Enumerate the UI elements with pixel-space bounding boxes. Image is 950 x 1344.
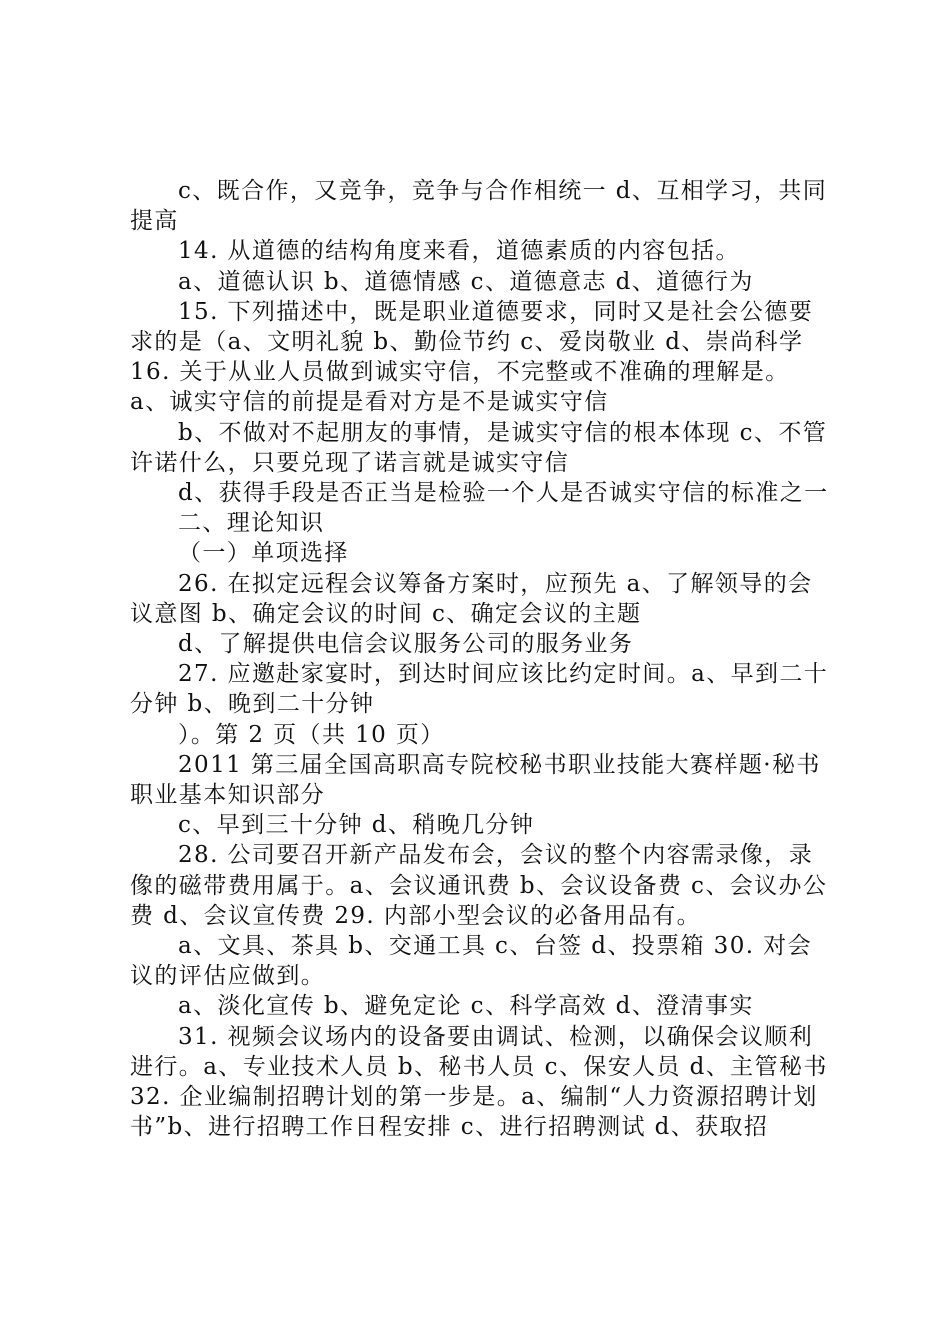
section-heading: 二、理论知识 — [178, 510, 325, 537]
question-16-options-bc: b、不做对不起朋友的事情，是诚实守信的根本体现 c、不管许诺什么，只要兑现了诺言就是诚实守信 — [130, 419, 828, 476]
question-28-29: 28. 公司要召开新产品发布会，会议的整个内容需录像，录像的磁带费用属于。a、会议通讯费 b、会议设备费 c、会议办公费 d、会议宣传费 29. 内部小型会议的必备用品有。 — [130, 842, 828, 929]
question-16: 16. 关于从业人员做到诚实守信，不完整或不准确的理解是。 — [130, 359, 790, 386]
question-26-option-d: d、了解提供电信会议服务公司的服务业务 — [178, 631, 634, 658]
question-31-32: 31. 视频会议场内的设备要由调试、检测，以确保会议顺利进行。a、专业技术人员 b、秘书人员 c、保安人员 d、主管秘书 32. 企业编制招聘计划的第一步是。a、编制“人力资源招聘计划书”b、进行招聘工作日程安排 c、进行招聘测试 d、获取招 — [130, 1023, 828, 1141]
question-26: 26. 在拟定远程会议筹备方案时，应预先 a、了解领导的会议意图 b、确定会议的时间 c、确定会议的主题 — [130, 570, 813, 627]
question-30-options: a、淡化宣传 b、避免定论 c、科学高效 d、澄清事实 — [178, 993, 754, 1020]
subsection-heading: （一）单项选择 — [178, 540, 349, 567]
page-footer: ）。第 2 页（共 10 页） — [178, 721, 445, 748]
question-14-options: a、道德认识 b、道德情感 c、道德意志 d、道德行为 — [178, 268, 754, 295]
page-header: 2011 第三届全国高职高专院校秘书职业技能大赛样题·秘书职业基本知识部分 — [130, 751, 821, 809]
question-29-options-30: a、文具、茶具 b、交通工具 c、台签 d、投票箱 30. 对会议的评估应做到。 — [130, 933, 812, 990]
question-27: 27. 应邀赴家宴时，到达时间应该比约定时间。a、早到二十分钟 b、晚到二十分钟 — [130, 661, 829, 718]
document-body — [130, 176, 832, 1143]
question-14: 14. 从道德的结构角度来看，道德素质的内容包括。 — [178, 238, 740, 265]
question-27-options-cd: c、早到三十分钟 d、稍晚几分钟 — [178, 812, 535, 839]
paragraph: c、既合作，又竞争，竞争与合作相统一 d、互相学习，共同提高 — [130, 178, 828, 235]
question-15: 15. 下列描述中，既是职业道德要求，同时又是社会公德要求的是（a、文明礼貌 b、勤俭节约 c、爱岗敬业 d、崇尚科学 — [130, 298, 814, 356]
question-16-option-d: d、获得手段是否正当是检验一个人是否诚实守信的标准之一 — [178, 480, 829, 507]
question-16-option-a: a、诚实守信的前提是看对方是不是诚实守信 — [130, 389, 609, 416]
